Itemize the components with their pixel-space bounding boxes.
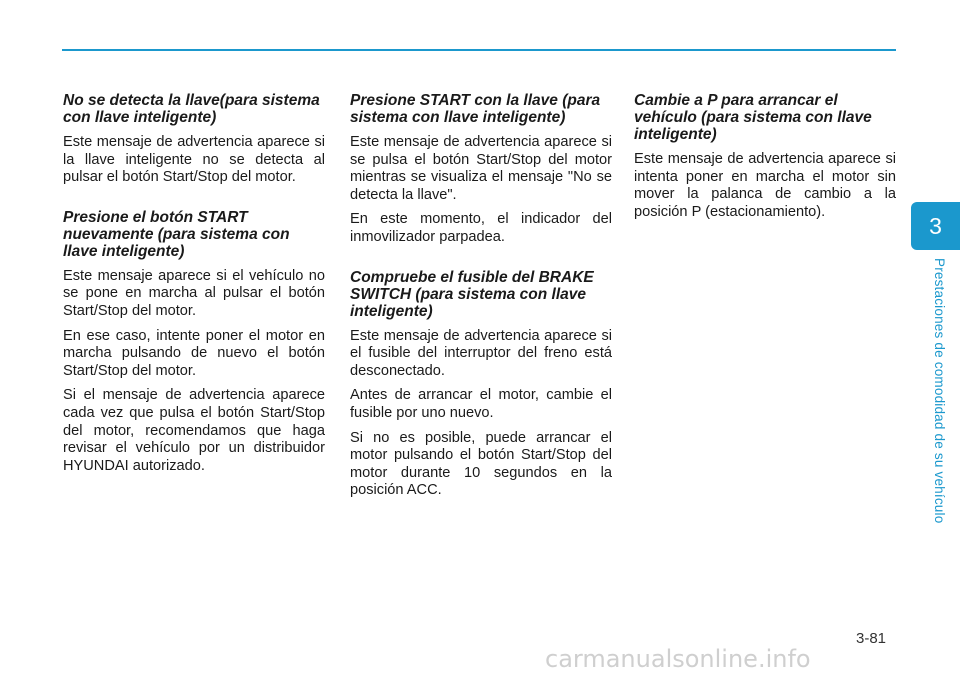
section-heading: No se detecta la llave(para sistema con llave inteligente) [63, 92, 320, 126]
column-3 [634, 92, 896, 243]
section-check-brake-switch-fuse [350, 269, 612, 500]
paragraph: En este momento, el indicador del inmovilizador parpadea. [350, 211, 612, 245]
section-heading: Cambie a P para arrancar el vehículo (para sistema con llave inteligente) [634, 92, 872, 143]
column-2 [350, 92, 612, 522]
top-rule [62, 49, 896, 51]
section-press-start-again [63, 209, 325, 476]
section-press-start-with-key [350, 92, 612, 247]
section-key-not-detected [63, 92, 325, 187]
paragraph: Este mensaje de advertencia aparece si intenta poner en marcha el motor sin mover la palanca de cambio a la posición P (estacionamiento). [634, 151, 896, 220]
paragraph: En ese caso, intente poner el motor en marcha pulsando de nuevo el botón Start/Stop del motor. [63, 327, 325, 379]
paragraph: Este mensaje de advertencia aparece si se pulsa el botón Start/Stop del motor mientras se visualiza el mensaje "No se detecta la llave". [350, 134, 612, 203]
section-heading: Presione el botón START nuevamente (para sistema con llave inteligente) [63, 208, 290, 260]
column-1 [63, 92, 325, 497]
paragraph: Antes de arrancar el motor, cambie el fusible por uno nuevo. [350, 387, 612, 421]
paragraph: Este mensaje de advertencia aparece si el fusible del interruptor del freno está desconectado. [350, 327, 612, 379]
paragraph: Este mensaje aparece si el vehículo no se pone en marcha al pulsar el botón Start/Stop del motor. [63, 267, 325, 319]
paragraph: Si no es posible, puede arrancar el motor pulsando el botón Start/Stop del motor durante 10 segundos en la posición ACC. [350, 429, 612, 499]
section-shift-to-p [634, 92, 896, 221]
section-heading: Compruebe el fusible del BRAKE SWITCH (para sistema con llave inteligente) [350, 268, 594, 320]
section-heading: Presione START con la llave (para sistema con llave inteligente) [350, 92, 601, 126]
chapter-tab: 3 [911, 202, 960, 250]
paragraph: Si el mensaje de advertencia aparece cada vez que pulsa el botón Start/Stop del motor, recomendamos que haga revisar el vehículo por un distribuidor HYUNDAI autorizado. [63, 387, 325, 474]
chapter-title: Prestaciones de comodidad de su vehículo [932, 258, 947, 524]
page-number: 3-81 [856, 630, 887, 647]
paragraph: Este mensaje de advertencia aparece si la llave inteligente no se detecta al pulsar el botón Start/Stop del motor. [63, 134, 325, 186]
watermark: carmanualsonline.info [545, 645, 811, 673]
